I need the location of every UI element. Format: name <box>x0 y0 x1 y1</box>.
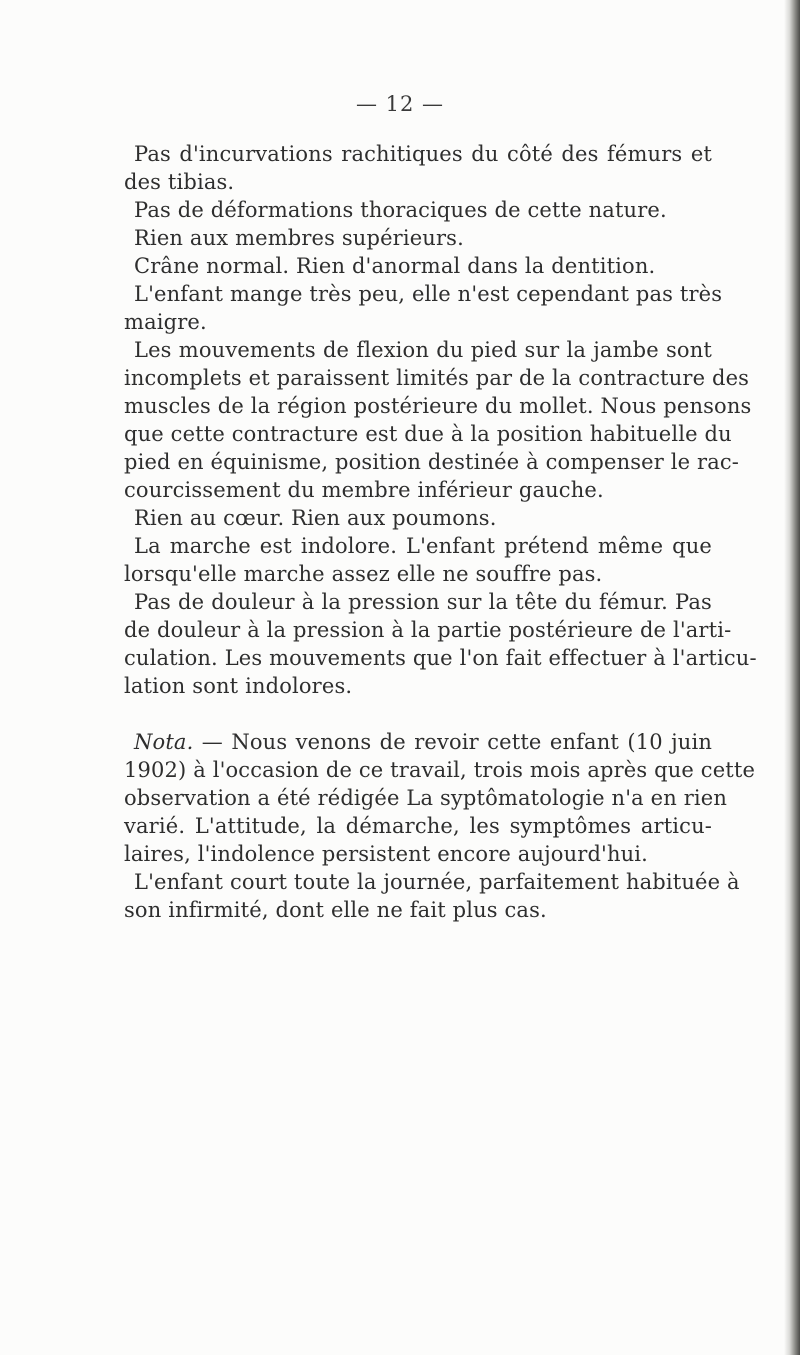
text-line: pied en équinisme, position destinée à compenser le rac- <box>124 450 740 474</box>
text-line: maigre. <box>124 310 207 334</box>
text-line: des tibias. <box>124 170 235 194</box>
body-text <box>124 140 757 924</box>
page-number: — 12 — <box>355 92 445 116</box>
text-line: son infirmité, dont elle ne fait plus cas. <box>124 898 547 922</box>
text-line: Rien aux membres supérieurs. <box>134 226 464 250</box>
text-line: L'enfant court toute la journée, parfaitement habituée à <box>134 870 740 894</box>
nota-line: laires, l'indolence persistent encore aujourd'hui. <box>124 842 648 866</box>
text-line: Pas de déformations thoraciques de cette nature. <box>134 198 667 222</box>
text-line: de douleur à la pression à la partie postérieure de l'arti- <box>124 618 732 642</box>
text-line: lation sont indolores. <box>124 674 353 698</box>
text-line: Pas d'incurvations rachitiques du côté des fémurs et <box>134 142 712 166</box>
text-line: Les mouvements de flexion du pied sur la jambe sont <box>134 338 712 362</box>
paragraph-gap <box>124 700 712 728</box>
text-line: Pas de douleur à la pression sur la tête du fémur. Pas <box>134 590 712 614</box>
text-line: Crâne normal. Rien d'anormal dans la dentition. <box>134 254 656 278</box>
text-line: La marche est indolore. L'enfant prétend même que <box>134 534 712 558</box>
text-line: incomplets et paraissent limités par de la contracture des <box>124 366 750 390</box>
text-line: lorsqu'elle marche assez elle ne souffre pas. <box>124 562 603 586</box>
text-line: L'enfant mange très peu, elle n'est cependant pas très <box>134 282 723 306</box>
nota-line: varié. L'attitude, la démarche, les symptômes articu- <box>124 814 712 838</box>
nota-text: — Nous venons de revoir cette enfant (10 juin <box>201 730 712 754</box>
nota-line: observation a été rédigée La syptômatologie n'a en rien <box>124 786 727 810</box>
nota-line: 1902) à l'occasion de ce travail, trois mois après que cette <box>124 758 756 782</box>
nota-label: Nota. <box>134 730 194 754</box>
text-line: muscles de la région postérieure du mollet. Nous pensons <box>124 394 752 418</box>
text-line: courcissement du membre inférieur gauche. <box>124 478 604 502</box>
text-line: que cette contracture est due à la position habituelle du <box>124 422 732 446</box>
text-line: Rien au cœur. Rien aux poumons. <box>134 506 497 530</box>
nota-line <box>124 728 712 756</box>
text-line: culation. Les mouvements que l'on fait effectuer à l'articu- <box>124 646 757 670</box>
page-edge-shadow <box>784 0 800 1355</box>
